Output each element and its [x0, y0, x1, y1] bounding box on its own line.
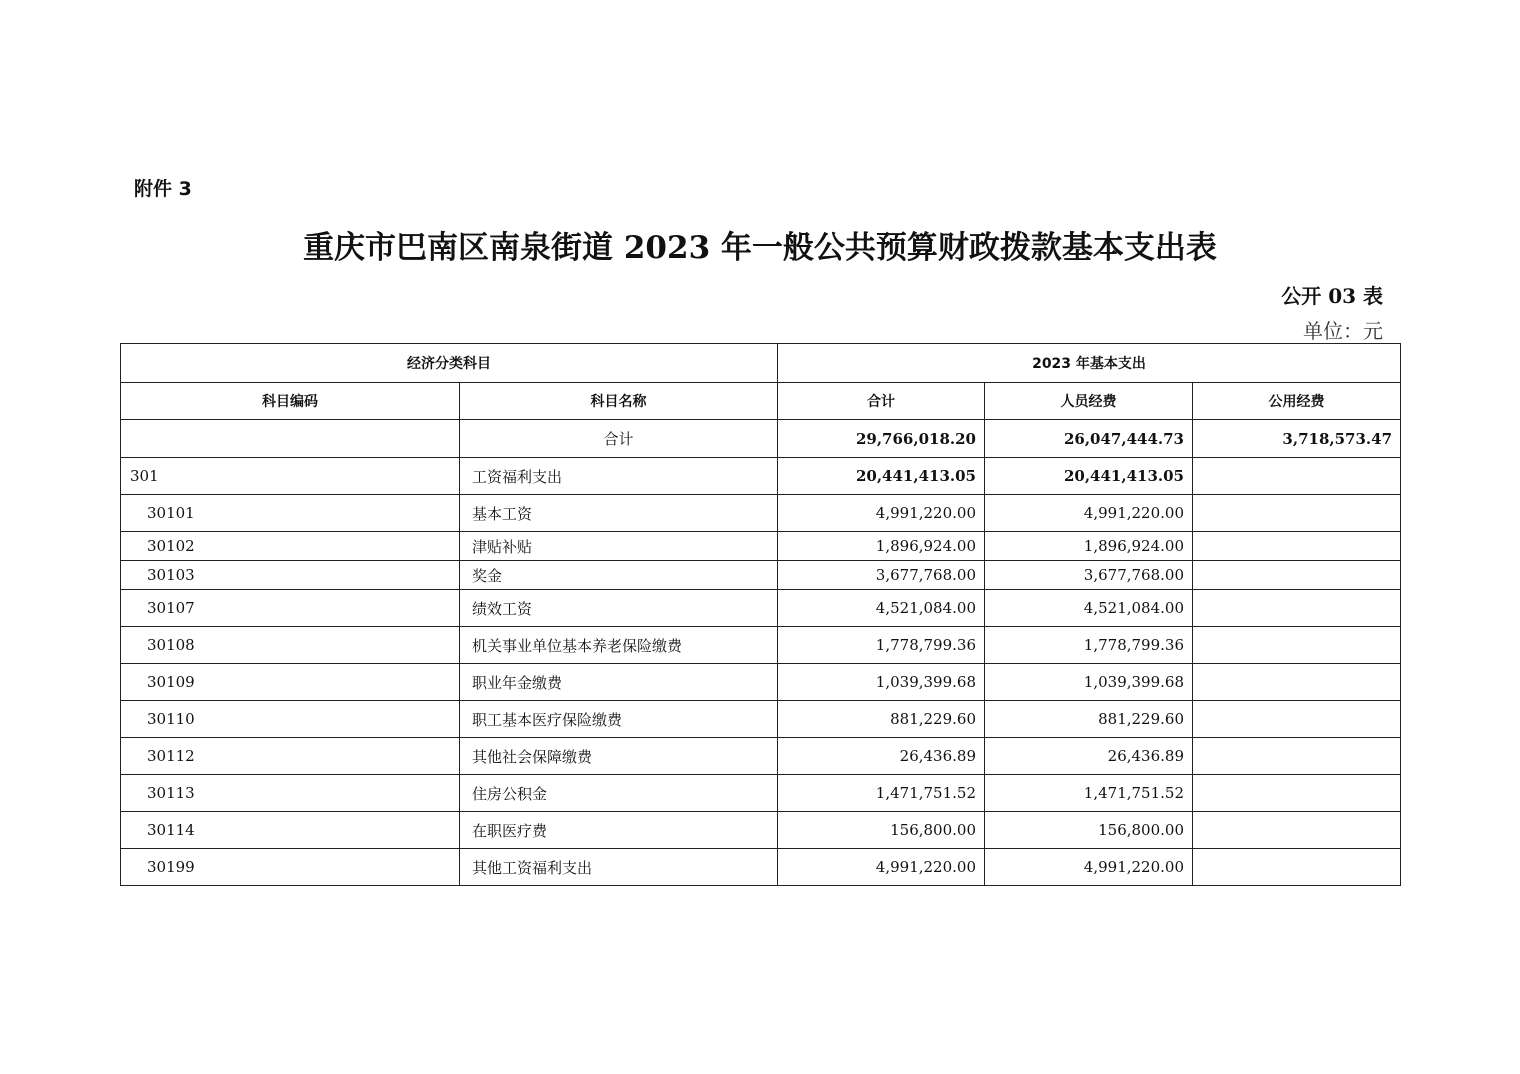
- row-personnel: 20,441,413.05: [985, 458, 1193, 495]
- row-public: [1193, 812, 1401, 849]
- row-name: 津贴补贴: [460, 532, 778, 561]
- row-personnel: 4,521,084.00: [985, 590, 1193, 627]
- row-public: [1193, 849, 1401, 886]
- row-public: [1193, 495, 1401, 532]
- row-code: 30101: [121, 495, 460, 532]
- summary-personnel: 26,047,444.73: [985, 420, 1193, 458]
- row-total: 4,991,220.00: [778, 849, 985, 886]
- row-name: 奖金: [460, 561, 778, 590]
- row-public: [1193, 775, 1401, 812]
- table-row: [121, 775, 1401, 812]
- header-basic-expenditure-2023: 2023 年基本支出: [778, 344, 1401, 383]
- row-personnel: 26,436.89: [985, 738, 1193, 775]
- row-public: [1193, 458, 1401, 495]
- table-row: [121, 561, 1401, 590]
- row-public: [1193, 627, 1401, 664]
- table-row: [121, 495, 1401, 532]
- row-name: 职工基本医疗保险缴费: [460, 701, 778, 738]
- row-name: 其他工资福利支出: [460, 849, 778, 886]
- row-code: 30108: [121, 627, 460, 664]
- row-personnel: 1,778,799.36: [985, 627, 1193, 664]
- row-name: 绩效工资: [460, 590, 778, 627]
- table-row: [121, 701, 1401, 738]
- header-code: 科目编码: [121, 383, 460, 420]
- table-row: [121, 849, 1401, 886]
- column-header-row: [121, 383, 1401, 420]
- row-total: 4,991,220.00: [778, 495, 985, 532]
- table-row: [121, 458, 1401, 495]
- row-public: [1193, 561, 1401, 590]
- row-public: [1193, 664, 1401, 701]
- row-code: 30107: [121, 590, 460, 627]
- row-personnel: 156,800.00: [985, 812, 1193, 849]
- attachment-label: 附件 3: [134, 178, 192, 200]
- summary-label: 合计: [460, 420, 778, 458]
- table-code: 公开 03 表: [1281, 284, 1383, 308]
- summary-public: 3,718,573.47: [1193, 420, 1401, 458]
- row-personnel: 1,896,924.00: [985, 532, 1193, 561]
- table-row: [121, 532, 1401, 561]
- row-personnel: 3,677,768.00: [985, 561, 1193, 590]
- summary-row: [121, 420, 1401, 458]
- row-public: [1193, 532, 1401, 561]
- table-row: [121, 590, 1401, 627]
- row-total: 1,778,799.36: [778, 627, 985, 664]
- summary-code: [121, 420, 460, 458]
- row-total: 20,441,413.05: [778, 458, 985, 495]
- row-personnel: 4,991,220.00: [985, 495, 1193, 532]
- row-name: 在职医疗费: [460, 812, 778, 849]
- table-body: [121, 344, 1401, 886]
- page-title: 重庆市巴南区南泉街道 2023 年一般公共预算财政拨款基本支出表: [303, 230, 1217, 266]
- summary-total: 29,766,018.20: [778, 420, 985, 458]
- row-name: 工资福利支出: [460, 458, 778, 495]
- row-personnel: 881,229.60: [985, 701, 1193, 738]
- row-code: 30102: [121, 532, 460, 561]
- table-row: [121, 738, 1401, 775]
- table-row: [121, 664, 1401, 701]
- row-code: 30199: [121, 849, 460, 886]
- row-total: 1,896,924.00: [778, 532, 985, 561]
- row-public: [1193, 738, 1401, 775]
- row-code: 30114: [121, 812, 460, 849]
- row-code: 30113: [121, 775, 460, 812]
- budget-table: [120, 343, 1401, 886]
- row-personnel: 4,991,220.00: [985, 849, 1193, 886]
- header-personnel: 人员经费: [985, 383, 1193, 420]
- unit-label: 单位：元: [1303, 319, 1383, 343]
- row-total: 156,800.00: [778, 812, 985, 849]
- row-personnel: 1,039,399.68: [985, 664, 1193, 701]
- row-code: 30103: [121, 561, 460, 590]
- row-code: 30110: [121, 701, 460, 738]
- row-public: [1193, 590, 1401, 627]
- row-public: [1193, 701, 1401, 738]
- row-total: 881,229.60: [778, 701, 985, 738]
- header-name: 科目名称: [460, 383, 778, 420]
- row-total: 1,471,751.52: [778, 775, 985, 812]
- row-code: 30109: [121, 664, 460, 701]
- row-total: 3,677,768.00: [778, 561, 985, 590]
- table-row: [121, 627, 1401, 664]
- table-row: [121, 812, 1401, 849]
- row-code: 301: [121, 458, 460, 495]
- row-name: 职业年金缴费: [460, 664, 778, 701]
- row-total: 4,521,084.00: [778, 590, 985, 627]
- row-code: 30112: [121, 738, 460, 775]
- row-total: 1,039,399.68: [778, 664, 985, 701]
- row-name: 住房公积金: [460, 775, 778, 812]
- row-name: 机关事业单位基本养老保险缴费: [460, 627, 778, 664]
- header-economic-classification: 经济分类科目: [121, 344, 778, 383]
- header-public: 公用经费: [1193, 383, 1401, 420]
- group-header-row: [121, 344, 1401, 383]
- row-name: 基本工资: [460, 495, 778, 532]
- row-total: 26,436.89: [778, 738, 985, 775]
- row-personnel: 1,471,751.52: [985, 775, 1193, 812]
- row-name: 其他社会保障缴费: [460, 738, 778, 775]
- header-total: 合计: [778, 383, 985, 420]
